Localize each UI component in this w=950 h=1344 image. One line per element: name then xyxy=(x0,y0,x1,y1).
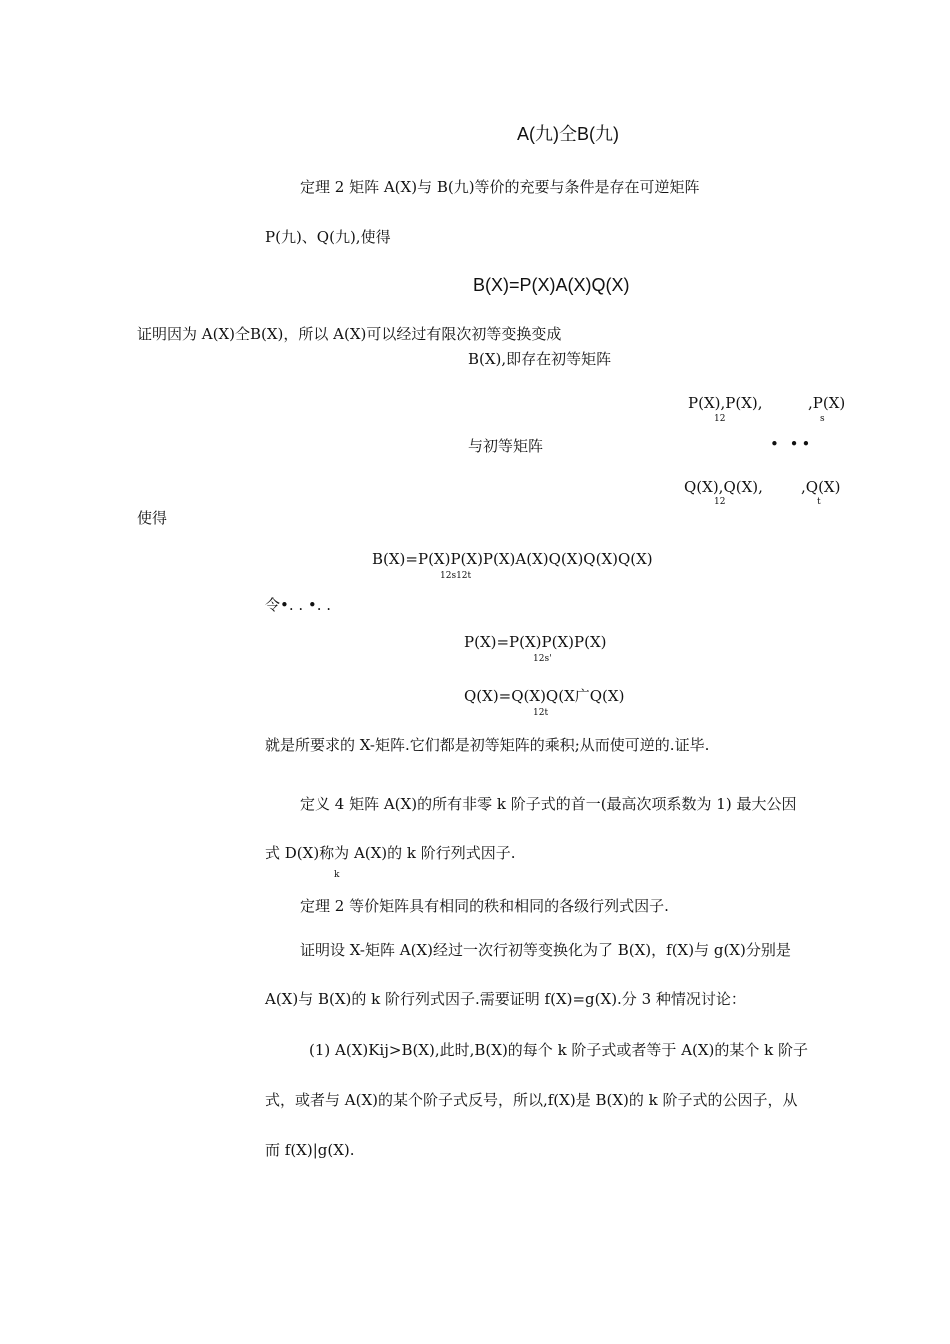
p-matrix-list: P(X),P(X), xyxy=(688,394,763,412)
equation-p-subscripts: 12s' xyxy=(533,654,552,664)
proof-2-line2: A(X)与 B(X)的 k 阶行列式因子.需要证明 f(X)=g(X).分 3 种情况讨论： xyxy=(265,990,746,1008)
equation-long-subscripts: 12s12t xyxy=(440,571,472,581)
proof-line1: 证明因为 A(X)仝B(X)，所以 A(X)可以经过有限次初等变换变成 xyxy=(137,325,562,343)
q-list-subscript: 12 xyxy=(714,497,726,507)
p-list-subscript-s: s xyxy=(820,414,825,424)
let-statement: 令•. . •. . xyxy=(265,596,332,614)
proof-conclusion: 就是所要求的 X-矩阵.它们都是初等矩阵的乘积;从而使可逆的.证毕. xyxy=(265,736,710,754)
case-1-line3: 而 f(X)|g(X). xyxy=(265,1141,355,1159)
proof-line2: B(X),即存在初等矩阵 xyxy=(468,350,612,368)
equation-q-definition: Q(X)=Q(X)Q(X广Q(X) xyxy=(464,687,625,705)
dot-marks: • •• xyxy=(770,435,814,453)
p-matrix-list-end: ,P(X) xyxy=(808,394,846,412)
case-1-line2: 式，或者与 A(X)的某个阶子式反号，所以,f(X)是 B(X)的 k 阶子式的公因子，从 xyxy=(265,1091,798,1109)
q-matrix-list-end: ,Q(X) xyxy=(801,478,841,496)
theorem-2b-statement: 定理 2 等价矩阵具有相同的秩和相同的各级行列式因子. xyxy=(300,897,669,915)
definition-4-subscript: k xyxy=(334,870,340,880)
with-elementary-matrix: 与初等矩阵 xyxy=(468,437,544,455)
q-matrix-list: Q(X),Q(X), xyxy=(684,478,763,496)
equation-q-subscripts: 12t xyxy=(533,708,549,718)
definition-4-line2: 式 D(X)称为 A(X)的 k 阶行列式因子. xyxy=(265,844,516,862)
equation-b-paq: B(X)=P(X)A(X)Q(X) xyxy=(473,275,630,295)
such-that: 使得 xyxy=(137,509,168,527)
case-1-line1: (1) A(X)Kij>B(X),此时,B(X)的每个 k 阶子式或者等于 A(X)的某个 k 阶子 xyxy=(309,1041,809,1059)
equation-a-equiv-b: A(九)仝B(九) xyxy=(517,124,619,144)
proof-2-line1: 证明设 X-矩阵 A(X)经过一次行初等变换化为了 B(X)，f(X)与 g(X)分别是 xyxy=(300,941,791,959)
theorem-2-statement-line1: 定理 2 矩阵 A(X)与 B(九)等价的充要与条件是存在可逆矩阵 xyxy=(300,178,700,196)
equation-p-definition: P(X)=P(X)P(X)P(X) xyxy=(464,633,607,651)
p-list-subscript: 12 xyxy=(714,414,726,424)
q-list-subscript-t: t xyxy=(817,497,821,507)
definition-4-line1: 定义 4 矩阵 A(X)的所有非零 k 阶子式的首一(最高次项系数为 1) 最大公因 xyxy=(300,795,797,813)
theorem-2-statement-line2: P(九)、Q(九),使得 xyxy=(265,228,391,246)
equation-long-product: B(X)=P(X)P(X)P(X)A(X)Q(X)Q(X)Q(X) xyxy=(372,550,653,568)
